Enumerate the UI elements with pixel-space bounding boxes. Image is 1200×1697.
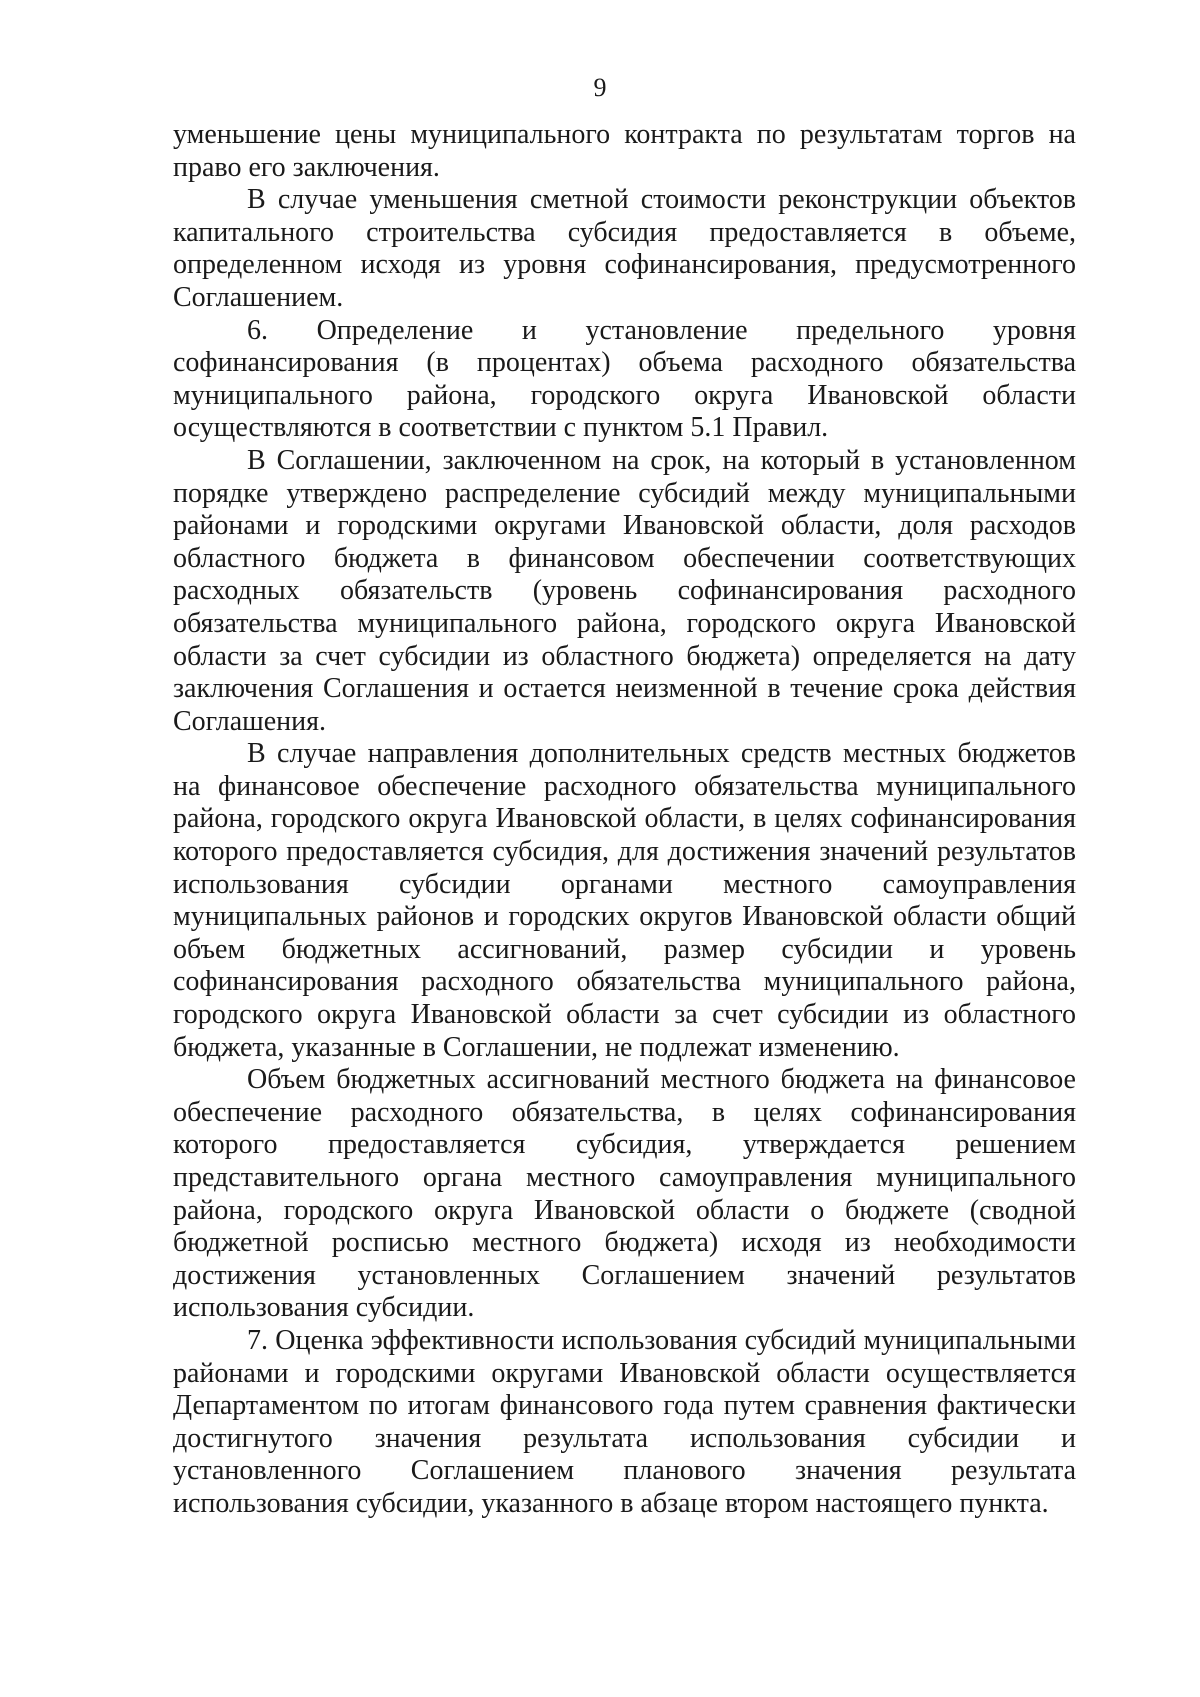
paragraph-item-6: 6. Определение и установление предельного уровня софинансирования (в процентах) объема расходного обязательства муниципального района, городского округа Ивановской области осуществляются в соответствии с пунктом 5.1 Правил.: [173, 314, 1076, 444]
paragraph-continuation: уменьшение цены муниципального контракта по результатам торгов на право его заключения.: [173, 119, 1076, 183]
paragraph-additional-funds: В случае направления дополнительных средств местных бюджетов на финансовое обеспечение расходного обязательства муниципального района, городского округа Ивановской области, в целях софинансирования которого предоставляется субсидия, для достижения значений результатов использования субсидии органами местного самоуправления муниципальных районов и городских округов Ивановской области общий объем бюджетных ассигнований, размер субсидии и уровень софинансирования расходного обязательства муниципального района, городского округа Ивановской области за счет субсидии из областного бюджета, указанные в Соглашении, не подлежат изменению.: [173, 738, 1076, 1063]
paragraph-local-budget-volume: Объем бюджетных ассигнований местного бюджета на финансовое обеспечение расходного обязательства, в целях софинансирования которого предоставляется субсидия, утверждается решением представительного органа местного самоуправления муниципального района, городского округа Ивановской области о бюджете (сводной бюджетной росписью местного бюджета) исходя из необходимости достижения установленных Соглашением значений результатов использования субсидии.: [173, 1064, 1076, 1324]
paragraph-item-7: 7. Оценка эффективности использования субсидий муниципальными районами и городскими округами Ивановской области осуществляется Департаментом по итогам финансового года путем сравнения фактически достигнутого значения результата использования субсидии и установленного Соглашением планового значения результата использования субсидии, указанного в абзаце втором настоящего пункта.: [173, 1324, 1076, 1519]
document-body: [173, 119, 1076, 1521]
page-number: 9: [593, 73, 607, 102]
paragraph-estimate-reduction: В случае уменьшения сметной стоимости реконструкции объектов капитального строительства субсидия предоставляется в объеме, определенном исходя из уровня софинансирования, предусмотренного Соглашением.: [173, 184, 1076, 313]
paragraph-agreement-share: В Соглашении, заключенном на срок, на который в установленном порядке утверждено распределение субсидий между муниципальными районами и городскими округами Ивановской области, доля расходов областного бюджета в финансовом обеспечении соответствующих расходных обязательств (уровень софинансирования расходного обязательства муниципального района, городского округа Ивановской области за счет субсидии из областного бюджета) определяется на дату заключения Соглашения и остается неизменной в течение срока действия Соглашения.: [173, 444, 1076, 737]
